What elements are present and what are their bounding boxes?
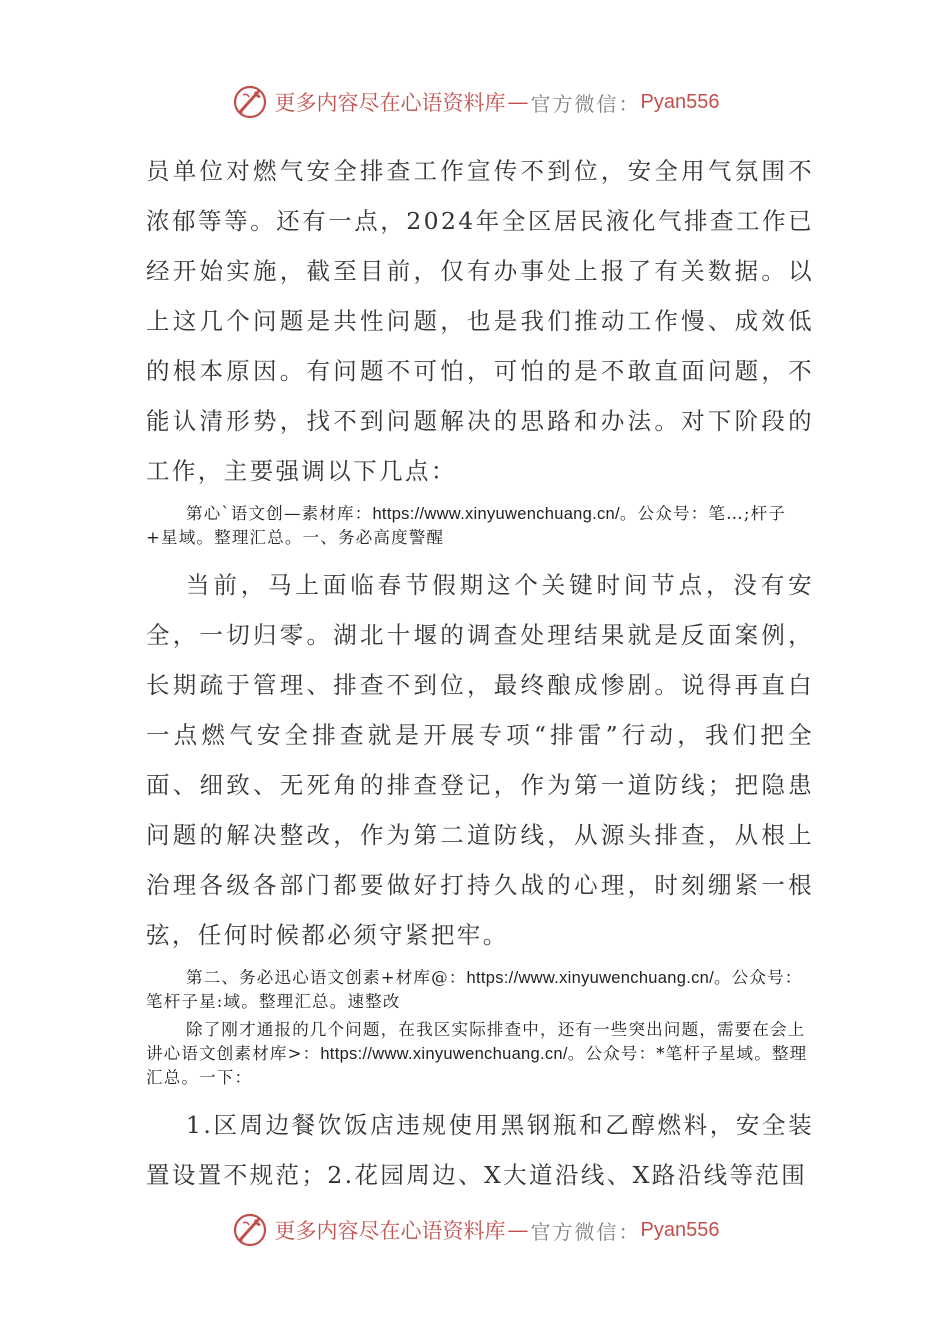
small-paragraph-1: [146, 502, 814, 550]
body-paragraph-3: 1.区周边餐饮饭店违规使用黑钢瓶和乙醇燃料，安全装置设置不规范；2.花园周边、X大道沿线、X路沿线等范围: [146, 1111, 814, 1189]
small-paragraph-2-url: https://www.xinyuwenchuang.cn/: [466, 969, 714, 987]
small-paragraph-1-text-b: 。公众号：笔…;杆子+星域。整理汇总。一、务必高度警醒: [146, 504, 786, 547]
footer-banner-dash: —: [507, 1218, 529, 1242]
small-paragraph-3-url: https://www.xinyuwenchuang.cn/: [320, 1045, 568, 1063]
header-banner: [0, 82, 950, 122]
header-banner-sub-text: 官方微信：: [530, 91, 641, 116]
pen-logo-icon: [231, 1211, 269, 1249]
small-paragraph-1-text-a: 第心`语文创—素材库：: [186, 504, 373, 523]
header-banner-dash: —: [507, 90, 529, 114]
small-paragraph-1-url: https://www.xinyuwenchuang.cn/: [372, 505, 620, 523]
header-banner-wechat-id: Pyan556: [640, 90, 720, 113]
small-paragraph-2-text-b: 。公众号：笔杆子星:域。整理汇总。速整改: [146, 968, 803, 1011]
header-banner-main-text: 更多内容尽在心语资料库: [274, 91, 506, 115]
small-paragraph-3-text-a: 除了刚才通报的几个问题，在我区实际排查中，还有一些突出问题，需要在会上讲心语文创素材库>：: [146, 1020, 806, 1063]
footer-banner-main-text: 更多内容尽在心语资料库: [274, 1219, 506, 1243]
body-paragraph-1: 员单位对燃气安全排查工作宣传不到位，安全用气氛围不浓郁等等。还有一点，2024年全区居民液化气排查工作已经开始实施，截至目前，仅有办事处上报了有关数据。以上这几个问题是共性问题，也是我们推动工作慢、成效低的根本原因。有问题不可怕，可怕的是不敢直面问题，不能认清形势，找不到问题解决的思路和办法。对下阶段的工作，主要强调以下几点：: [146, 157, 814, 485]
footer-banner-sub-text: 官方微信：: [530, 1219, 641, 1244]
small-paragraph-2-text-a: 第二、务必迅心语文创素+材库@：: [186, 968, 467, 987]
small-paragraph-2: [146, 966, 814, 1014]
footer-banner: [0, 1210, 950, 1250]
document-body: [146, 146, 814, 1200]
pen-logo-icon: [231, 83, 269, 121]
body-paragraph-2: 当前，马上面临春节假期这个关键时间节点，没有安全，一切归零。湖北十堰的调查处理结果就是反面案例，长期疏于管理、排查不到位，最终酿成惨剧。说得再直白一点燃气安全排查就是开展专项“排雷”行动，我们把全面、细致、无死角的排查登记，作为第一道防线；把隐患问题的解决整改，作为第二道防线，从源头排查，从根上治理各级各部门都要做好打持久战的心理，时刻绷紧一根弦，任何时候都必须守紧把牢。: [146, 571, 814, 949]
footer-banner-wechat-id: Pyan556: [640, 1218, 720, 1241]
small-paragraph-3-text-b: 。公众号：*笔杆子星域。整理汇总。一下：: [146, 1044, 808, 1087]
small-paragraph-3: [146, 1018, 814, 1090]
